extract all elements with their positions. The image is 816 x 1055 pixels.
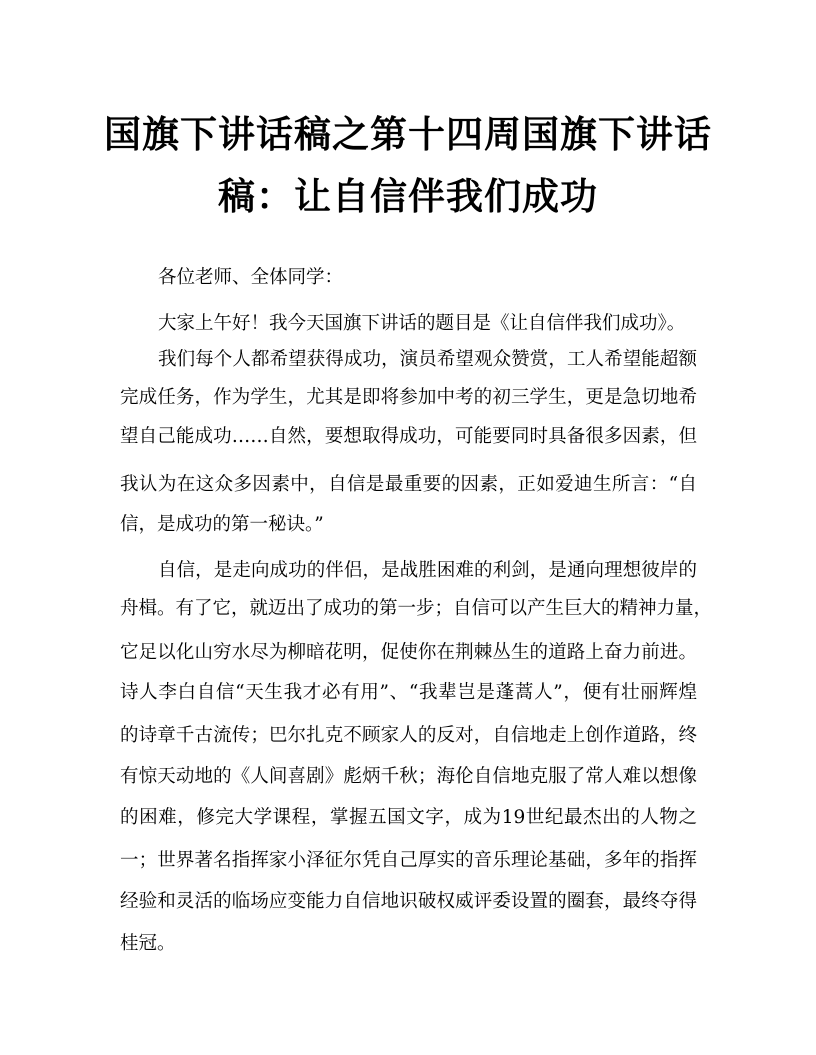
paragraph1-line: 望自己能成功……自然，要想取得成功，可能要同时具备很多因素，但: [120, 426, 697, 447]
paragraph2-line: 的困难，修完大学课程，掌握五国文字，成为19世纪最杰出的人物之: [120, 807, 697, 828]
paragraph2-line: 它足以化山穷水尽为柳暗花明，促使你在荆棘丛生的道路上奋力前进。: [120, 642, 697, 663]
paragraph1-line: 完成任务，作为学生，尤其是即将参加中考的初三学生，更是急切地希: [120, 387, 697, 408]
paragraph2-line: 有惊天动地的《人间喜剧》彪炳千秋；海伦自信地克服了常人难以想像: [120, 766, 697, 787]
paragraph2-line: 的诗章千古流传；巴尔扎克不顾家人的反对，自信地走上创作道路，终: [120, 725, 697, 746]
greeting-text: 各位老师、全体同学：: [158, 267, 344, 288]
paragraph2-line: 舟楫。有了它，就迈出了成功的第一步；自信可以产生巨大的精神力量，: [120, 598, 713, 619]
document-title-line-1: 国旗下讲话稿之第十四周国旗下讲话: [104, 112, 712, 156]
paragraph2-line: 桂冠。: [120, 933, 176, 954]
paragraph2-line: 自信，是走向成功的伴侣，是战胜困难的利剑，是通向理想彼岸的: [158, 560, 697, 581]
intro-text: 大家上午好！我今天国旗下讲话的题目是《让自信伴我们成功》。: [158, 313, 686, 334]
paragraph1-line: 我们每个人都希望获得成功，演员希望观众赞赏，工人希望能超额: [158, 349, 697, 370]
paragraph2-line: 一；世界著名指挥家小泽征尔凭自己厚实的音乐理论基础，多年的指挥: [120, 850, 697, 871]
paragraph1-line: 信，是成功的第一秘诀。”: [120, 514, 324, 535]
paragraph2-line: 经验和灵活的临场应变能力自信地识破权威评委设置的圈套，最终夺得: [120, 891, 697, 912]
paragraph1-line: 我认为在这众多因素中，自信是最重要的因素，正如爱迪生所言：“自: [120, 474, 697, 495]
paragraph2-line: 诗人李白自信“天生我才必有用”、“我辈岂是蓬蒿人”，便有壮丽辉煌: [120, 682, 697, 703]
document-title-line-2: 稿：让自信伴我们成功: [218, 174, 598, 218]
